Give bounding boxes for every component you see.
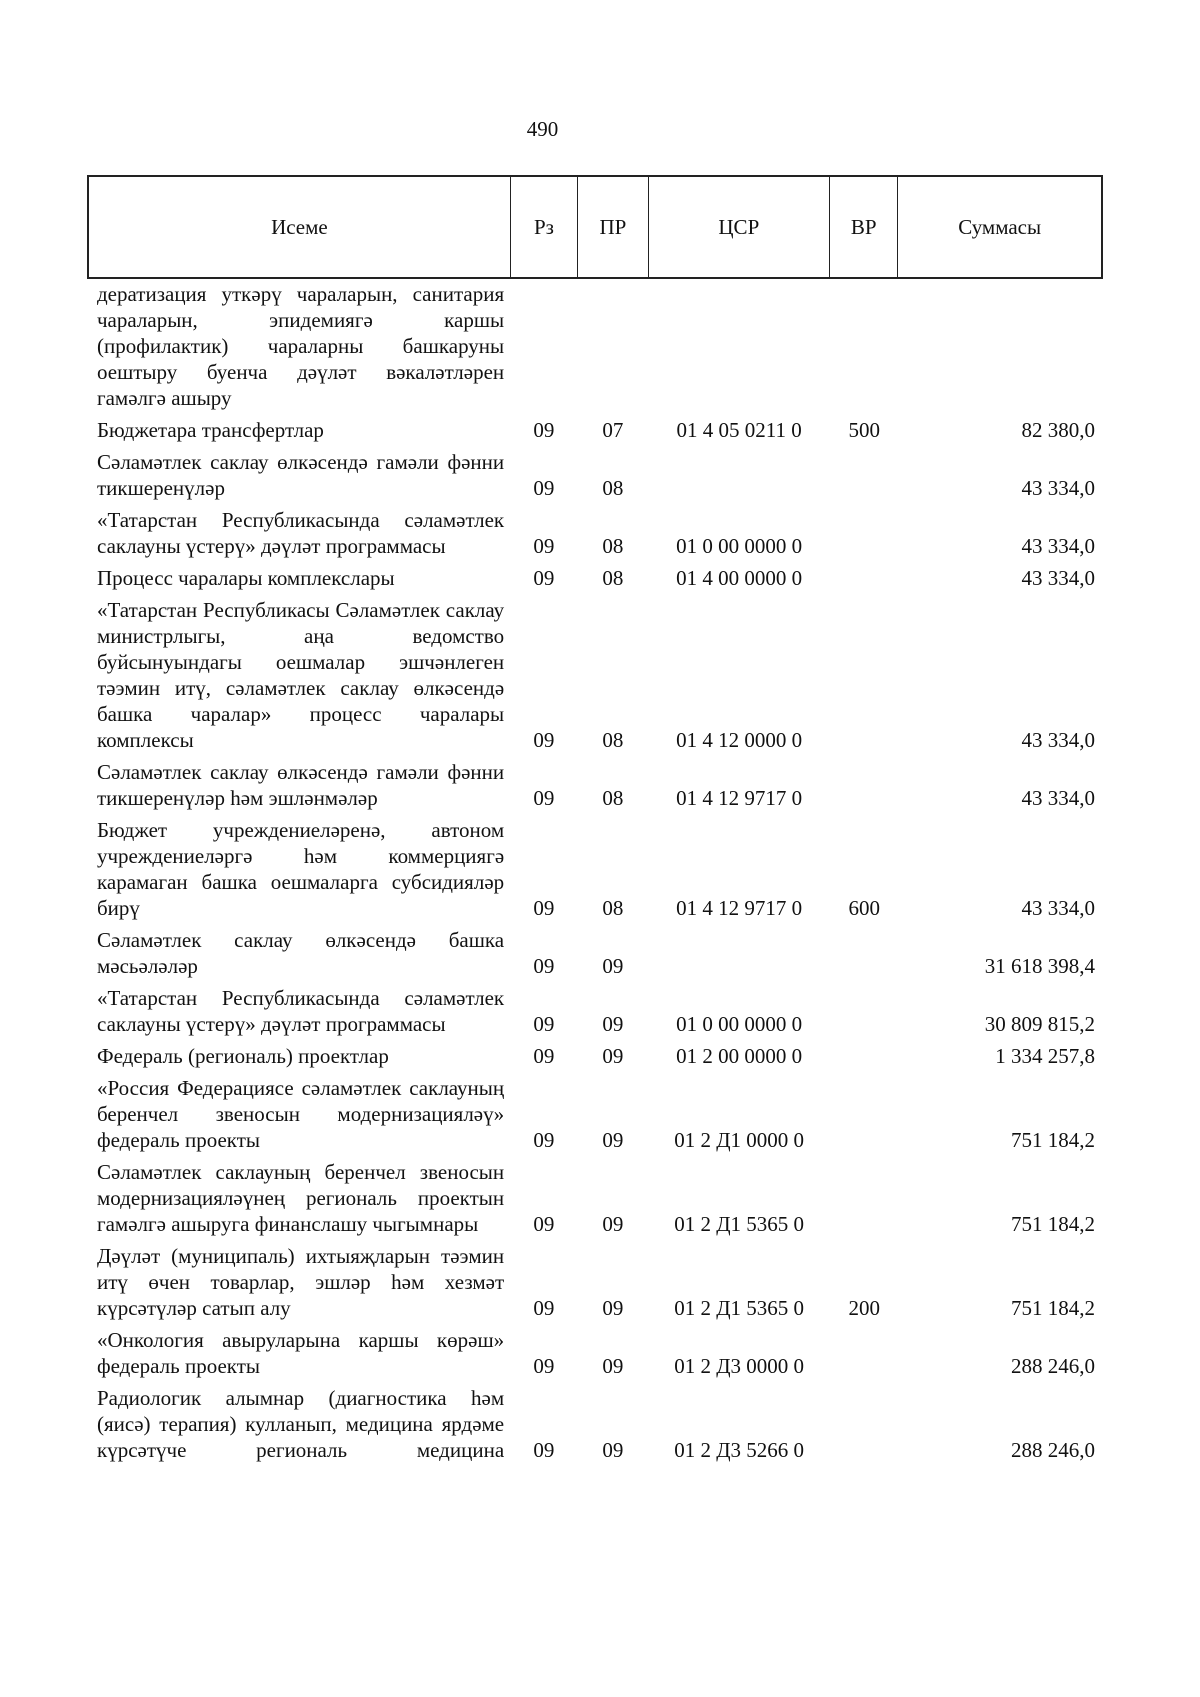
table-row: [87, 504, 1103, 562]
row-rz: 09: [533, 1128, 555, 1152]
table-row: [87, 982, 1103, 1040]
row-csr: 01 4 00 0000 0: [676, 566, 803, 590]
row-pr: 09: [602, 954, 624, 978]
row-pr: [578, 281, 649, 414]
row-csr: 01 4 12 9717 0: [676, 896, 803, 920]
row-pr: 09: [602, 1044, 624, 1068]
row-name: Бюджетара трансфертлар: [97, 418, 324, 442]
row-csr: 01 4 12 0000 0: [676, 728, 803, 752]
row-sum: 43 334,0: [1021, 786, 1095, 810]
row-pr: 09: [602, 1012, 624, 1036]
row-vr: [830, 504, 899, 562]
row-pr: 09: [602, 1438, 624, 1462]
row-vr: 600: [848, 896, 880, 920]
row-rz: 09: [533, 786, 555, 810]
row-name: Сәламәтлек саклауның беренчел звеносын модернизацияләүнең региональ проектын гамәлгә ашыруга финанслашу чыгымнары: [97, 1160, 505, 1236]
row-name: «Онкология авыруларына каршы көрәш» федераль проекты: [97, 1328, 505, 1378]
row-sum: 288 246,0: [1011, 1354, 1095, 1378]
row-rz: 09: [533, 534, 555, 558]
row-sum: 43 334,0: [1021, 534, 1095, 558]
row-pr: 07: [602, 418, 624, 442]
row-name: дератизация уткәрү чараларын, санитария чараларын, эпидемиягә каршы (профилактик) чараларны башкаруны оештыру буенча дәүләт вәкаләтләрен гамәлгә ашыру: [97, 282, 505, 410]
row-sum: 82 380,0: [1021, 418, 1095, 442]
row-pr: 09: [602, 1212, 624, 1236]
row-pr: 08: [602, 476, 624, 500]
row-vr: [830, 1382, 899, 1466]
table-row: [87, 414, 1103, 446]
row-vr: [830, 594, 899, 756]
row-rz: 09: [533, 418, 555, 442]
table-row: [87, 1240, 1103, 1324]
row-csr: 01 2 Д1 0000 0: [674, 1128, 805, 1152]
row-pr: 09: [602, 1354, 624, 1378]
header-vr: ВР: [829, 176, 897, 278]
row-sum: 43 334,0: [1021, 566, 1095, 590]
row-pr: 08: [602, 896, 624, 920]
page-number: 490: [526, 117, 559, 141]
row-rz: 09: [533, 566, 555, 590]
row-csr: [648, 446, 830, 504]
row-pr: 09: [602, 1296, 624, 1320]
row-sum: 751 184,2: [1011, 1212, 1095, 1236]
table-row: [87, 562, 1103, 594]
row-vr: 500: [848, 418, 880, 442]
row-vr: [830, 562, 899, 594]
budget-table: [87, 281, 1103, 1466]
table-row: [87, 1156, 1103, 1240]
row-name: «Татарстан Республикасында сәламәтлек саклауны үстерү» дәүләт программасы: [97, 508, 505, 558]
row-pr: 09: [602, 1128, 624, 1152]
row-rz: 09: [533, 1354, 555, 1378]
table-row: [87, 594, 1103, 756]
row-csr: 01 0 00 0000 0: [676, 1012, 803, 1036]
row-rz: 09: [533, 1012, 555, 1036]
header-csr: ЦСР: [648, 176, 829, 278]
row-rz: 09: [533, 728, 555, 752]
row-sum: 288 246,0: [1011, 1438, 1095, 1462]
header-rz: Рз: [510, 176, 577, 278]
header-name: Исеме: [88, 176, 510, 278]
table-row: [87, 1072, 1103, 1156]
row-name: «Россия Федерациясе сәламәтлек саклауның беренчел звеносын модернизацияләү» федераль проекты: [97, 1076, 505, 1152]
row-csr: 01 2 Д3 0000 0: [674, 1354, 805, 1378]
row-name: Сәламәтлек саклау өлкәсендә гамәли фәнни тикшеренүләр: [97, 450, 505, 500]
row-csr: 01 2 Д3 5266 0: [674, 1438, 805, 1462]
row-rz: 09: [533, 1438, 555, 1462]
row-sum: 751 184,2: [1011, 1296, 1095, 1320]
row-sum: 751 184,2: [1011, 1128, 1095, 1152]
row-name: Процесс чаралары комплекслары: [97, 566, 395, 590]
header-sum: Суммасы: [898, 176, 1102, 278]
row-sum: [898, 281, 1103, 414]
row-pr: 08: [602, 534, 624, 558]
row-name: Радиологик алымнар (диагностика һәм (яисә) терапия) кулланып, медицина ярдәме күрсәтүче региональ медицина: [97, 1386, 505, 1462]
row-vr: [830, 1324, 899, 1382]
row-sum: 31 618 398,4: [984, 954, 1095, 978]
row-pr: 08: [602, 728, 624, 752]
row-vr: [830, 756, 899, 814]
row-vr: [830, 281, 899, 414]
row-name: Сәламәтлек саклау өлкәсендә гамәли фәнни тикшеренүләр һәм эшләнмәләр: [97, 760, 505, 810]
row-pr: 08: [602, 566, 624, 590]
row-csr: [648, 924, 830, 982]
row-vr: [830, 1040, 899, 1072]
row-sum: 43 334,0: [1021, 728, 1095, 752]
row-csr: 01 4 12 9717 0: [676, 786, 803, 810]
table-row: [87, 1382, 1103, 1466]
row-csr: 01 0 00 0000 0: [676, 534, 803, 558]
row-sum: 30 809 815,2: [984, 1012, 1095, 1036]
row-csr: [648, 281, 830, 414]
table-header: [87, 175, 1103, 279]
row-rz: 09: [533, 1212, 555, 1236]
row-name: «Татарстан Республикасында сәламәтлек саклауны үстерү» дәүләт программасы: [97, 986, 505, 1036]
table-row: [87, 756, 1103, 814]
row-name: «Татарстан Республикасы Сәламәтлек саклау министрлыгы, аңа ведомство буйсынуындагы оешмалар эшчәнлеген тәэмин итү, сәламәтлек саклау өлкәсендә башка чаралар» процесс чаралары комплексы: [97, 598, 505, 752]
row-csr: 01 2 Д1 5365 0: [674, 1296, 805, 1320]
row-pr: 08: [602, 786, 624, 810]
row-vr: [830, 924, 899, 982]
table-row: [87, 446, 1103, 504]
row-rz: 09: [533, 1044, 555, 1068]
header-pr: ПР: [578, 176, 649, 278]
row-sum: 1 334 257,8: [995, 1044, 1095, 1068]
row-sum: 43 334,0: [1021, 896, 1095, 920]
row-sum: 43 334,0: [1021, 476, 1095, 500]
row-name: Бюджет учреждениеләренә, автоном учреждениеләргә һәм коммерциягә карамаган башка оешмаларга субсидияләр бирү: [97, 818, 505, 920]
row-vr: [830, 1156, 899, 1240]
row-rz: 09: [533, 476, 555, 500]
row-csr: 01 4 05 0211 0: [676, 418, 802, 442]
row-vr: [830, 982, 899, 1040]
row-name: Федераль (региональ) проектлар: [97, 1044, 389, 1068]
table-row: [87, 1324, 1103, 1382]
row-vr: [830, 1072, 899, 1156]
row-name: Сәламәтлек саклау өлкәсендә башка мәсьәләләр: [97, 928, 505, 978]
row-rz: 09: [533, 954, 555, 978]
row-csr: 01 2 00 0000 0: [676, 1044, 803, 1068]
row-rz: 09: [533, 896, 555, 920]
row-csr: 01 2 Д1 5365 0: [674, 1212, 805, 1236]
table-row: [87, 1040, 1103, 1072]
row-rz: 09: [533, 1296, 555, 1320]
table-row: [87, 814, 1103, 924]
row-vr: [830, 446, 899, 504]
row-rz: [510, 281, 577, 414]
table-row: [87, 281, 1103, 414]
row-vr: 200: [848, 1296, 880, 1320]
row-name: Дәүләт (муниципаль) ихтыяҗларын тәэмин итү өчен товарлар, эшләр һәм хезмәт күрсәтүләр сатып алу: [97, 1244, 505, 1320]
table-row: [87, 924, 1103, 982]
